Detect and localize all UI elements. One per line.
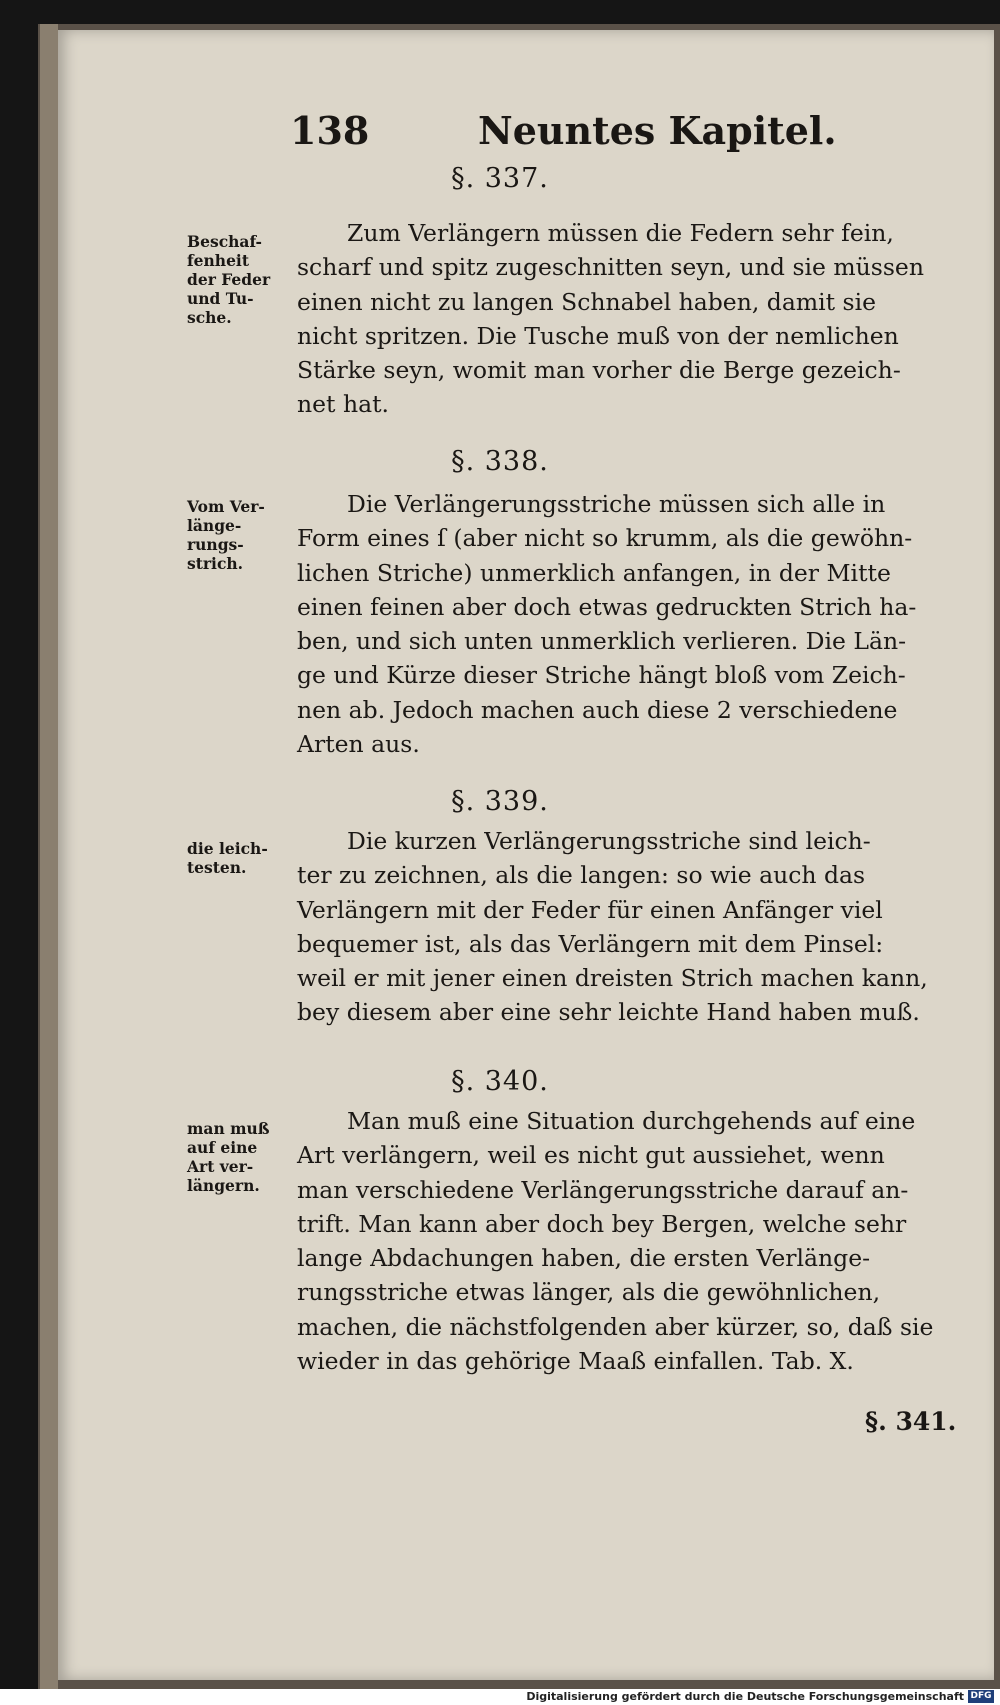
paragraph-339 bbox=[297, 824, 945, 1030]
margin-note-line: rungs- bbox=[187, 535, 244, 554]
margin-note-337 bbox=[187, 232, 285, 327]
text-line: nen ab. Jedoch machen auch diese 2 verschiedene bbox=[297, 695, 898, 724]
margin-note-line: länge- bbox=[187, 516, 242, 535]
margin-note-line: sche. bbox=[187, 308, 232, 327]
section-heading-338: §. 338. bbox=[451, 446, 549, 477]
text-line: Die kurzen Verlängerungsstriche sind leich- bbox=[347, 827, 871, 855]
margin-note-line: fenheit bbox=[187, 251, 249, 270]
text-line: nicht spritzen. Die Tusche muß von der nemlichen bbox=[297, 321, 899, 350]
text-line: rungsstriche etwas länger, als die gewöhnlichen, bbox=[297, 1278, 881, 1307]
margin-note-line: Beschaf- bbox=[187, 232, 262, 251]
margin-note-line: die leich- bbox=[187, 839, 268, 858]
margin-note-339 bbox=[187, 839, 285, 877]
text-line: scharf und spitz zugeschnitten seyn, und sie müssen bbox=[297, 253, 924, 282]
margin-note-340 bbox=[187, 1119, 285, 1195]
text-line: bey diesem aber eine sehr leichte Hand haben muß. bbox=[297, 998, 920, 1027]
funding-credit: Digitalisierung gefördert durch die Deutsche Forschungsgemeinschaft bbox=[526, 1690, 964, 1703]
section-heading-337: §. 337. bbox=[451, 163, 549, 194]
text-line: wieder in das gehörige Maaß einfallen. Tab. X. bbox=[297, 1347, 854, 1376]
paragraph-338 bbox=[297, 487, 945, 761]
text-line: net hat. bbox=[297, 390, 390, 419]
running-title: Neuntes Kapitel. bbox=[478, 108, 837, 153]
text-line: Man muß eine Situation durchgehends auf eine bbox=[347, 1107, 916, 1135]
margin-note-line: der Feder bbox=[187, 270, 271, 289]
text-line: ben, und sich unten unmerklich verlieren. Die Län- bbox=[297, 627, 907, 656]
text-line: ge und Kürze dieser Striche hängt bloß vom Zeich- bbox=[297, 661, 906, 690]
dfg-logo: DFG bbox=[968, 1690, 994, 1703]
text-line: einen nicht zu langen Schnabel haben, damit sie bbox=[297, 287, 877, 316]
text-line: ter zu zeichnen, als die langen: so wie auch das bbox=[297, 861, 866, 890]
margin-note-line: Vom Ver- bbox=[187, 497, 265, 516]
text-line: machen, die nächstfolgenden aber kürzer, so, daß sie bbox=[297, 1312, 934, 1341]
margin-note-line: testen. bbox=[187, 858, 247, 877]
catchword: §. 341. bbox=[865, 1407, 957, 1436]
text-line: Form eines ſ (aber nicht so krumm, als die gewöhn- bbox=[297, 524, 913, 553]
margin-note-line: Art ver- bbox=[187, 1157, 254, 1176]
book-spine bbox=[40, 24, 58, 1689]
page-number: 138 bbox=[290, 108, 370, 153]
text-line: Verlängern mit der Feder für einen Anfänger viel bbox=[297, 895, 883, 924]
text-line: man verschiedene Verlängerungsstriche darauf an- bbox=[297, 1175, 909, 1204]
margin-note-line: auf eine bbox=[187, 1138, 258, 1157]
text-line: Stärke seyn, womit man vorher die Berge gezeich- bbox=[297, 356, 901, 385]
margin-note-line: längern. bbox=[187, 1176, 260, 1195]
text-line: Zum Verlängern müssen die Federn sehr fein, bbox=[347, 219, 894, 247]
text-line: bequemer ist, als das Verlängern mit dem Pinsel: bbox=[297, 929, 884, 958]
margin-note-line: strich. bbox=[187, 554, 244, 573]
section-heading-339: §. 339. bbox=[451, 786, 549, 817]
section-heading-340: §. 340. bbox=[451, 1066, 549, 1097]
text-line: weil er mit jener einen dreisten Strich machen kann, bbox=[297, 964, 928, 993]
margin-note-338 bbox=[187, 497, 285, 573]
margin-note-line: man muß bbox=[187, 1119, 270, 1138]
text-line: Die Verlängerungsstriche müssen sich alle in bbox=[347, 490, 886, 518]
margin-note-line: und Tu- bbox=[187, 289, 254, 308]
text-line: einen feinen aber doch etwas gedruckten Strich ha- bbox=[297, 592, 917, 621]
text-line: Arten aus. bbox=[297, 730, 420, 759]
text-line: lange Abdachungen haben, die ersten Verlänge- bbox=[297, 1244, 871, 1273]
paragraph-340 bbox=[297, 1104, 945, 1378]
paragraph-337 bbox=[297, 216, 945, 422]
text-line: trift. Man kann aber doch bey Bergen, welche sehr bbox=[297, 1209, 907, 1238]
page-header bbox=[0, 108, 1000, 168]
text-line: lichen Striche) unmerklich anfangen, in der Mitte bbox=[297, 558, 891, 587]
text-line: Art verlängern, weil es nicht gut aussiehet, wenn bbox=[297, 1141, 885, 1170]
